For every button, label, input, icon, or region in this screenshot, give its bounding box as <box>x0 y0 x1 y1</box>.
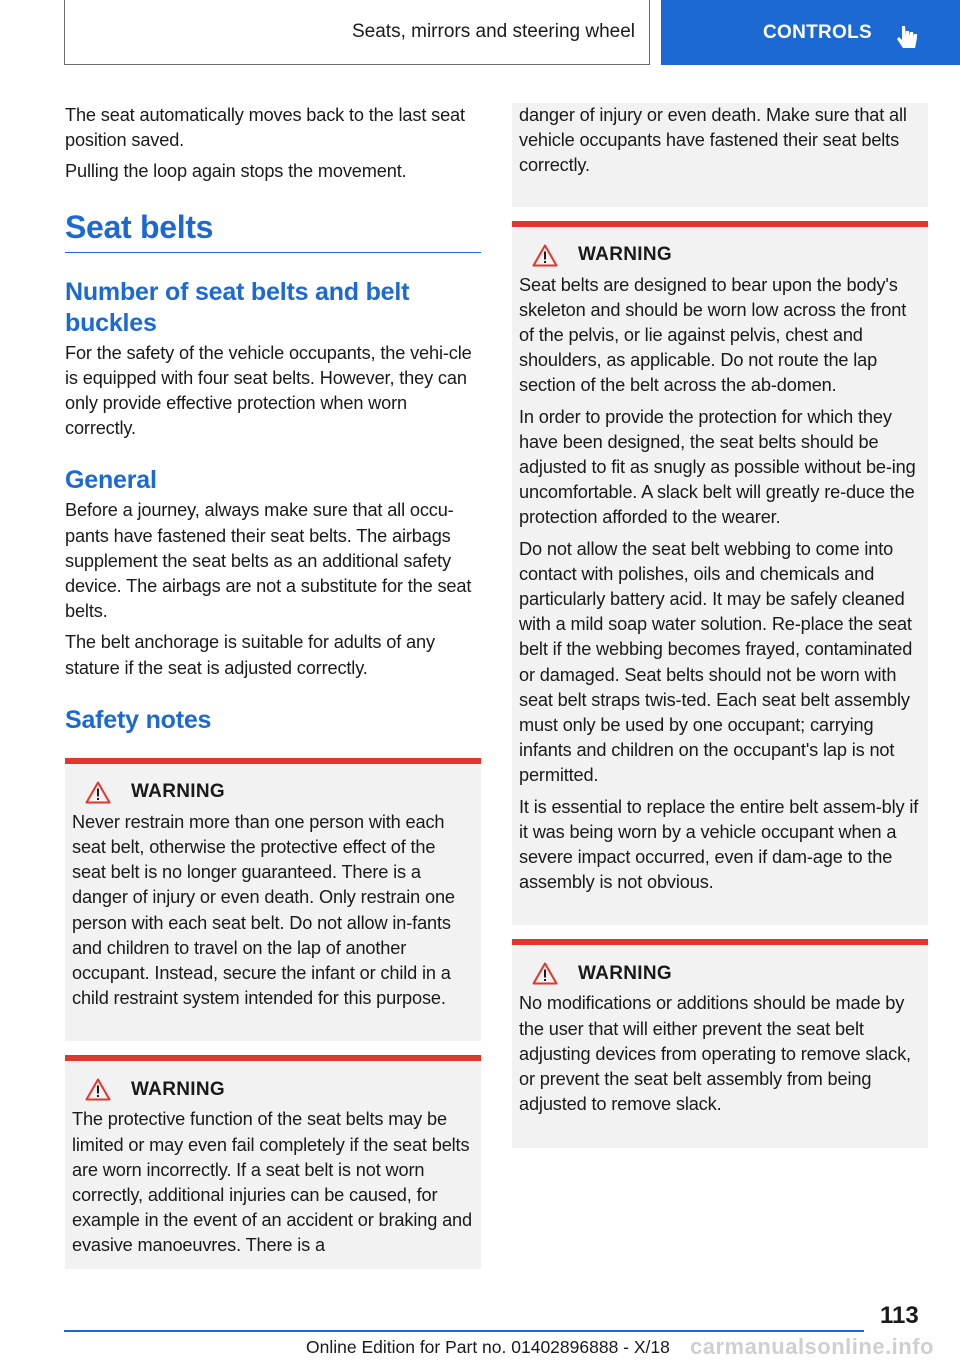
warning-header <box>72 781 474 804</box>
warning-box-2-continued <box>512 103 928 207</box>
paragraph-general-2: The belt anchorage is suitable for adults of any stature if the seat is adjusted correctly. <box>65 632 435 678</box>
warning-3-paragraph-2: In order to provide the protection for which they have been designed, the seat belts should be adjusted to fit as snugly as possible without be-ing uncomfortable. A slack belt will greatly re-duce the protection afforded to the wearer. <box>519 406 916 528</box>
warning-3-paragraph-4: It is essential to replace the entire belt assem-bly if it was being worn by a vehicle occupant when a severe impact occurred, even if dam-age to the assembly is not obvious. <box>519 796 919 893</box>
warning-label: WARNING <box>131 1078 225 1100</box>
heading-general: General <box>65 466 157 495</box>
warning-box-3 <box>512 221 928 926</box>
heading-safety-notes: Safety notes <box>65 705 212 734</box>
warning-text-2: The protective function of the seat belts may be limited or may even fail completely if the seat belts are worn incorrectly. If a seat belt is not worn correctly, additional injuries can be caused, for example in the event of an accident or braking and evasive manoeuvres. There is a <box>72 1109 472 1256</box>
header-chapter-title: CONTROLS <box>763 21 873 43</box>
warning-text-1: Never restrain more than one person with each seat belt, otherwise the protective effect of the seat belt is no longer guaranteed. There is a danger of injury or even death. Only restrain one person with each seat belt. Do not allow in-fants and children to travel on the lap of another occupant. Instead, secure the infant or child in a child restraint system intended for this purpose. <box>72 811 455 1009</box>
warning-text-4: No modifications or additions should be made by the user that will either prevent the seat belt adjusting devices from operating to remove slack, or prevent the seat belt assembly from being adjusted to remove slack. <box>519 993 911 1115</box>
warning-label: WARNING <box>131 781 225 803</box>
warning-text-2-continued: danger of injury or even death. Make sure that all vehicle occupants have fastened their seat belts correctly. <box>519 105 907 176</box>
header-chapter-tab <box>661 0 960 65</box>
intro-paragraph-2: Pulling the loop again stops the movement. <box>65 161 407 182</box>
intro-paragraph-1: The seat automatically moves back to the last seat position saved. <box>65 105 465 151</box>
warning-triangle-icon <box>532 244 558 267</box>
warning-box-1 <box>65 758 481 1042</box>
warning-triangle-icon <box>85 781 111 804</box>
warning-triangle-icon <box>532 962 558 985</box>
warning-label: WARNING <box>578 244 672 266</box>
warning-3-paragraph-1: Seat belts are designed to bear upon the body's skeleton and should be worn low across the front of the pelvis, or lie against pelvis, chest and shoulders, as applicable. Do not route the lap section of the belt across the ab-domen. <box>519 274 907 396</box>
page-number: 113 <box>880 1302 919 1329</box>
header-section-tab <box>64 0 650 65</box>
left-column <box>65 103 481 1269</box>
right-column <box>512 103 928 1148</box>
warning-3-paragraph-3: Do not allow the seat belt webbing to come into contact with polishes, oils and chemicals and particularly battery acid. It may be safely cleaned with a mild soap water solution. Re-place the seat belt if the webbing becomes frayed, contaminated or damaged. Seat belts should not be worn with seat belt straps twis-ted. Each seat belt assembly must only be used by one occupant; carrying infants and children on the occupant's lap is not permitted. <box>519 538 913 786</box>
warning-header <box>519 244 921 267</box>
warning-label: WARNING <box>578 962 672 984</box>
section-title-seat-belts: Seat belts <box>65 209 481 253</box>
footer-divider <box>64 1330 864 1332</box>
warning-header <box>519 962 921 985</box>
header-section-title: Seats, mirrors and steering wheel <box>351 21 635 42</box>
watermark: carmanualsonline.info <box>690 1334 934 1359</box>
warning-header <box>72 1078 474 1101</box>
footer-edition: Online Edition for Part no. 01402896888 - X/18 <box>306 1337 670 1357</box>
warning-box-4 <box>512 939 928 1147</box>
pointing-hand-icon <box>896 24 920 52</box>
paragraph-general-1: Before a journey, always make sure that all occu-pants have fastened their seat belts. The airbags supplement the seat belts as an additional safety device. The airbags are not a substitute for the seat belts. <box>65 500 472 622</box>
paragraph-number-of-seat-belts: For the safety of the vehicle occupants, the vehi-cle is equipped with four seat belts. However, they can only provide effective protection when worn correctly. <box>65 342 472 439</box>
warning-box-2 <box>65 1055 481 1268</box>
heading-number-of-seat-belts: Number of seat belts and belt buckles <box>65 277 410 337</box>
warning-triangle-icon <box>85 1078 111 1101</box>
